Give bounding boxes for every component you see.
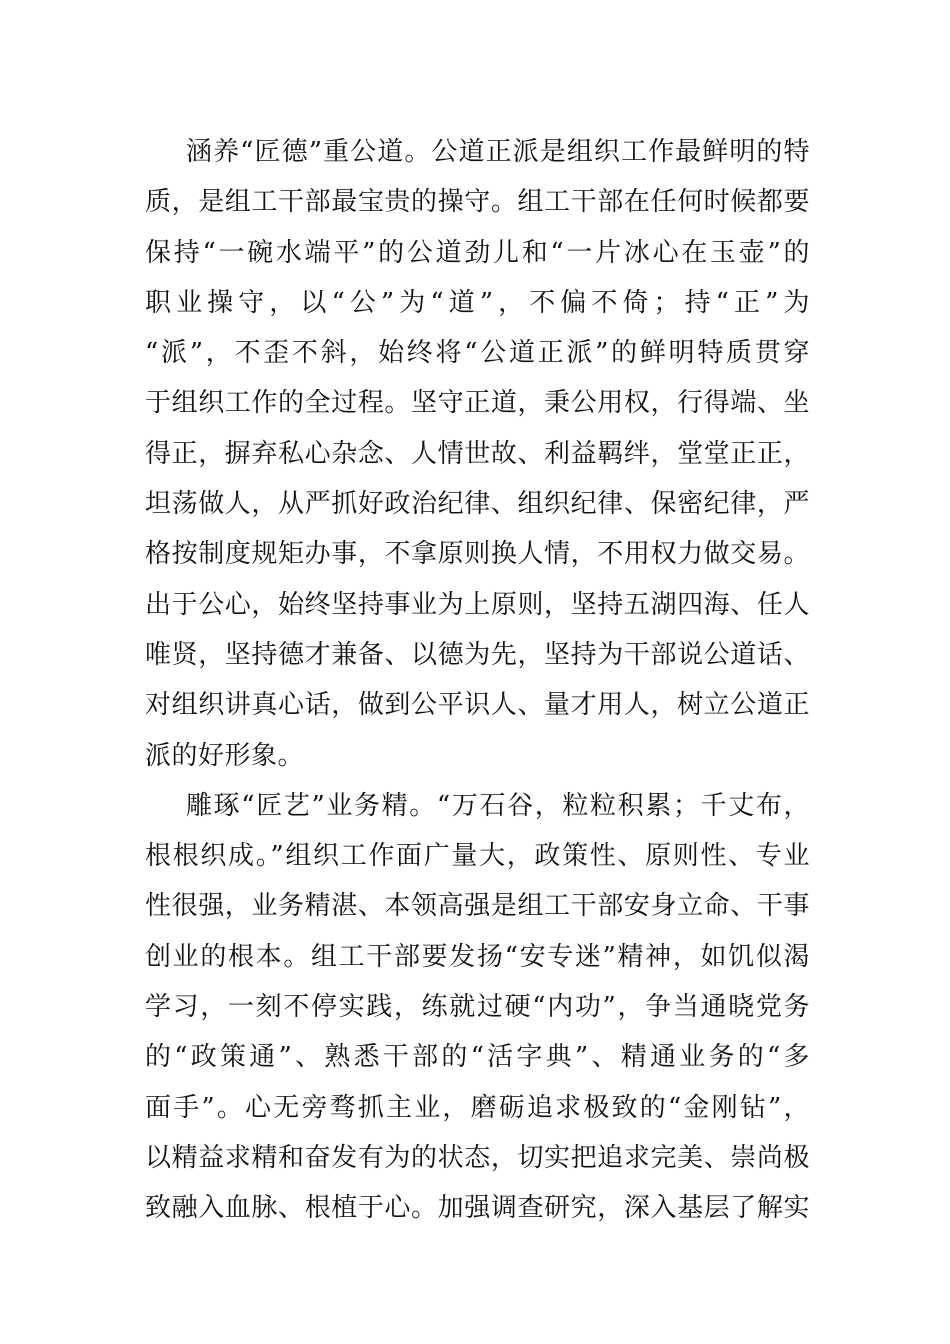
text-line: 派的好形象。	[145, 740, 305, 771]
text-line: 格按制度规矩办事，不拿原则换人情，不用权力做交易。	[145, 539, 810, 570]
text-line: 创业的根本。组工干部要发扬“安专迷”精神，如饥似渴	[145, 941, 810, 972]
text-line: 得正，摒弃私心杂念、人情世故、利益羁绊，堂堂正正，	[145, 438, 810, 469]
paragraph	[145, 781, 810, 1234]
text-line: 根根织成。”组织工作面广量大，政策性、原则性、专业	[145, 841, 810, 872]
text-line: 保持“一碗水端平”的公道劲儿和“一片冰心在玉壶”的	[145, 237, 810, 268]
text-line: 质，是组工干部最宝贵的操守。组工干部在任何时候都要	[145, 187, 810, 218]
text-line: 唯贤，坚持德才兼备、以德为先，坚持为干部说公道话、	[145, 639, 810, 670]
text-line: 面手”。心无旁骛抓主业，磨砺追求极致的“金刚钻”，	[145, 1092, 810, 1123]
body-text	[145, 127, 810, 1234]
text-line: 以精益求精和奋发有为的状态，切实把追求完美、崇尚极	[145, 1142, 810, 1173]
text-line: 涵养“匠德”重公道。公道正派是组织工作最鲜明的特	[186, 137, 810, 167]
text-line: 于组织工作的全过程。坚守正道，秉公用权，行得端、坐	[145, 388, 810, 419]
text-line: 出于公心，始终坚持事业为上原则，坚持五湖四海、任人	[145, 589, 810, 620]
text-line: 的“政策通”、熟悉干部的“活字典”、精通业务的“多	[145, 1042, 810, 1073]
text-line: 性很强，业务精湛、本领高强是组工干部安身立命、干事	[145, 891, 810, 922]
text-line: 职业操守，以“公”为“道”，不偏不倚；持“正”为	[145, 287, 810, 318]
text-line: 雕琢“匠艺”业务精。“万石谷，粒粒积累；千丈布，	[186, 790, 810, 821]
text-line: 致融入血脉、根植于心。加强调查研究，深入基层了解实	[145, 1193, 810, 1224]
paragraph	[145, 127, 810, 781]
text-line: 学习，一刻不停实践，练就过硬“内功”，争当通晓党务	[145, 992, 810, 1023]
text-line: “派”，不歪不斜，始终将“公道正派”的鲜明特质贯穿	[145, 338, 810, 369]
text-line: 对组织讲真心话，做到公平识人、量才用人，树立公道正	[145, 690, 810, 721]
text-line: 坦荡做人，从严抓好政治纪律、组织纪律、保密纪律，严	[145, 489, 810, 520]
